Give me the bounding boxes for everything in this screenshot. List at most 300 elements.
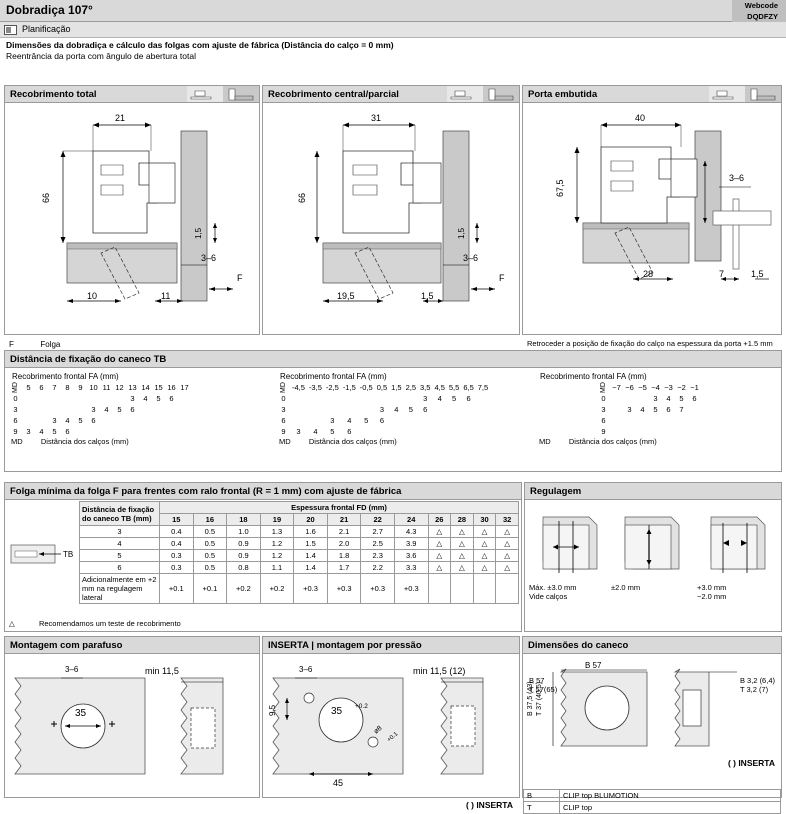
cell: +0.3 — [294, 574, 328, 604]
cell — [476, 415, 490, 426]
cell — [324, 404, 341, 415]
cell: 2.7 — [361, 526, 395, 538]
tb-table-1 — [9, 371, 261, 446]
cell — [447, 415, 461, 426]
cell: 5 — [117, 405, 122, 414]
cell — [375, 393, 389, 404]
cell: +0.2 — [260, 574, 294, 604]
planning-icon — [4, 25, 17, 35]
tb-table-2 — [277, 371, 527, 446]
cell: 3 — [91, 405, 96, 414]
planning-line1: Dimensões da dobradiça e cálculo das folgas com ajuste de fábrica (Distância do calço = 0 mm) — [6, 40, 394, 50]
cell — [178, 404, 191, 415]
cup-t-right: T 3,2 (7) — [739, 685, 769, 694]
cell: 2.2 — [361, 562, 395, 574]
cell: 6 — [379, 416, 384, 425]
cell: 0.3 — [160, 562, 194, 574]
cell: 4 — [437, 394, 442, 403]
cell: △ — [473, 562, 496, 574]
cell — [418, 426, 432, 437]
cell: 4.3 — [394, 526, 428, 538]
cell — [461, 415, 475, 426]
cell — [649, 415, 662, 426]
cell: △ — [451, 538, 474, 550]
cell: 4 — [65, 416, 70, 425]
panel-half-overlay-drawing — [263, 103, 519, 351]
cup-t-top: T 57(65) — [529, 685, 558, 694]
webcode — [745, 0, 778, 22]
panel-regulagem — [524, 482, 782, 632]
col-head: 6 — [39, 383, 44, 392]
cell: 3 — [653, 394, 658, 403]
cell: +0.3 — [327, 574, 361, 604]
svg-text:28: 28 — [643, 269, 654, 279]
regulagem-caption-2a: ±2.0 mm — [611, 583, 641, 592]
panel-full-overlay-title: Recobrimento total — [10, 89, 97, 100]
col-head: 0,5 — [376, 383, 388, 392]
cell: 5 — [653, 405, 658, 414]
cell: 1.5 — [294, 538, 328, 550]
table-row — [80, 550, 519, 562]
cell — [476, 426, 490, 437]
svg-text:min 11,5 (12): min 11,5 (12) — [413, 666, 466, 676]
col-head: −3 — [664, 383, 673, 392]
table-row — [524, 790, 781, 802]
cell — [432, 426, 446, 437]
panel-half-overlay-header — [263, 86, 519, 103]
cell — [447, 426, 461, 437]
cell — [636, 426, 649, 437]
cell — [476, 404, 490, 415]
panel-cup-dimensions-header — [523, 637, 781, 654]
cell — [688, 404, 701, 415]
thickness-head: 26 — [428, 514, 451, 526]
planning-line2: Reentrância da porta com ângulo de abertura total — [6, 51, 196, 61]
cell: 2.3 — [361, 550, 395, 562]
cell — [165, 415, 178, 426]
cell: +0.3 — [394, 574, 428, 604]
cell — [610, 393, 623, 404]
row-head: 0 — [13, 394, 18, 403]
svg-text:3–6: 3–6 — [729, 173, 745, 183]
svg-text:9,5: 9,5 — [268, 704, 277, 716]
regulagem-item-3 — [697, 503, 781, 601]
md-label: MD — [12, 382, 19, 393]
legend-key: T — [524, 802, 560, 814]
row-head: 0 — [281, 394, 286, 403]
row-head: 0 — [601, 394, 606, 403]
tb-table-1-footer-text: Distância dos calços (mm) — [40, 437, 129, 446]
col-head: 13 — [128, 383, 137, 392]
cell: 1.2 — [260, 538, 294, 550]
cell — [152, 426, 165, 437]
cell — [473, 574, 496, 604]
cell — [649, 426, 662, 437]
cell — [61, 393, 74, 404]
table-row — [277, 426, 490, 437]
cell: 6 — [466, 394, 471, 403]
table-row — [9, 404, 191, 415]
thickness-head: 22 — [361, 514, 395, 526]
page-header — [0, 0, 786, 22]
cell — [139, 426, 152, 437]
cell: △ — [496, 538, 519, 550]
table-row — [277, 415, 490, 426]
svg-text:10: 10 — [87, 291, 98, 301]
thickness-head: 20 — [294, 514, 328, 526]
cell: 3 — [330, 416, 335, 425]
cup-b-left: B 37,5 (43) — [527, 681, 534, 716]
panel-full-overlay — [4, 85, 260, 349]
cell: 0.5 — [193, 526, 227, 538]
cell: 5 — [156, 394, 161, 403]
folga-footnote-symbol: △ — [9, 619, 15, 628]
row-head: 3 — [601, 405, 606, 414]
cell: 4 — [666, 394, 671, 403]
row-head: 9 — [601, 427, 606, 436]
tb-table-3-grid — [597, 382, 701, 437]
planning-label: Planificação — [22, 24, 71, 34]
cell — [35, 393, 48, 404]
cup-b-top: B 57 — [529, 676, 545, 685]
svg-text:21: 21 — [115, 113, 126, 123]
cell — [461, 404, 475, 415]
cell — [389, 393, 403, 404]
cell — [636, 415, 649, 426]
cell — [610, 426, 623, 437]
cell — [178, 415, 191, 426]
folga-table — [79, 501, 519, 604]
svg-text:3–6: 3–6 — [65, 665, 79, 674]
cell — [623, 426, 636, 437]
cell — [74, 426, 87, 437]
cell — [341, 393, 358, 404]
svg-text:TB: TB — [63, 550, 74, 559]
col-head: -3,5 — [308, 383, 322, 392]
cell: 2.5 — [361, 538, 395, 550]
col-head: 8 — [65, 383, 70, 392]
cell: 3.3 — [394, 562, 428, 574]
cell — [165, 404, 178, 415]
cell — [389, 415, 403, 426]
cell: 4 — [640, 405, 645, 414]
cell: 4 — [39, 427, 44, 436]
table-row — [277, 393, 490, 404]
cell — [152, 404, 165, 415]
table-row — [80, 526, 519, 538]
panel-mount-screw-header — [5, 637, 259, 654]
legend-text: CLIP top — [560, 802, 781, 814]
cell: △ — [428, 538, 451, 550]
additional-label: Adicionalmente em +2 mm na regulagem lateral — [80, 574, 160, 604]
cell: 0.9 — [227, 538, 261, 550]
cell: 6 — [666, 405, 671, 414]
table-row — [9, 426, 191, 437]
svg-text:66: 66 — [297, 192, 307, 203]
cell: 2.0 — [327, 538, 361, 550]
thickness-head: 18 — [227, 514, 261, 526]
table-row — [9, 393, 191, 404]
cell — [35, 415, 48, 426]
tb-table-1-grid — [9, 382, 191, 437]
row-head: 9 — [281, 427, 286, 436]
cell: 0.5 — [193, 550, 227, 562]
cell — [662, 415, 675, 426]
panel-folga-header — [5, 483, 521, 500]
table-row — [80, 538, 519, 550]
cell: 6 — [692, 394, 697, 403]
cell — [290, 415, 307, 426]
cell: 3 — [130, 394, 135, 403]
svg-text:35: 35 — [75, 708, 87, 719]
cell: 1.8 — [327, 550, 361, 562]
table-row — [277, 382, 490, 393]
cell: 2.1 — [327, 526, 361, 538]
col-head: 7,5 — [477, 383, 489, 392]
planning-description — [0, 38, 786, 62]
cell — [662, 426, 675, 437]
panel-tb-distance-header — [5, 351, 781, 368]
cell: +0.1 — [193, 574, 227, 604]
cell — [451, 574, 474, 604]
cell: △ — [428, 526, 451, 538]
tb-table-3-footer-text: Distância dos calços (mm) — [568, 437, 657, 446]
cell: △ — [428, 562, 451, 574]
thickness-head: 30 — [473, 514, 496, 526]
col-head: 15 — [154, 383, 163, 392]
folga-tb-sketch — [7, 535, 77, 575]
cell: △ — [496, 550, 519, 562]
col-head: 17 — [180, 383, 189, 392]
cell: 3 — [296, 427, 301, 436]
col-head: -2,5 — [325, 383, 339, 392]
col-head: 5 — [26, 383, 31, 392]
thickness-head: 32 — [496, 514, 519, 526]
inserta-brand: ( ) INSERTA — [465, 800, 513, 810]
panel-inset — [522, 85, 782, 348]
cell: △ — [473, 550, 496, 562]
col-head: −4 — [651, 383, 660, 392]
svg-text:F: F — [237, 273, 243, 283]
cell — [113, 393, 126, 404]
cell — [675, 415, 688, 426]
row-head: 6 — [13, 416, 18, 425]
cell — [22, 404, 35, 415]
cell: 6 — [130, 405, 135, 414]
tb-table-2-footer-md: MD — [279, 437, 291, 446]
folga-col-head-right: Espessura frontal FD (mm) — [160, 502, 519, 514]
cell — [358, 393, 375, 404]
cell — [636, 393, 649, 404]
panel-regulagem-title: Regulagem — [530, 486, 582, 497]
panel-mount-inserta-title: INSERTA | montagem por pressão — [268, 640, 422, 651]
table-row — [277, 404, 490, 415]
svg-text:B 57: B 57 — [585, 661, 602, 670]
svg-text:F: F — [499, 273, 505, 283]
panel-cup-dimensions — [522, 636, 782, 812]
cell: 1.7 — [327, 562, 361, 574]
cell: +0.2 — [227, 574, 261, 604]
legend-folga-text: Folga — [40, 340, 61, 349]
cell — [675, 426, 688, 437]
svg-text:31: 31 — [371, 113, 382, 123]
col-head: 1,5 — [391, 383, 402, 392]
cell: 6 — [347, 427, 352, 436]
md-label: MD — [280, 382, 287, 393]
cell: 5 — [52, 427, 57, 436]
cell — [87, 426, 100, 437]
regulagem-item-2 — [611, 503, 697, 601]
tb-table-1-footer-md: MD — [11, 437, 23, 446]
cell — [404, 393, 418, 404]
cell: △ — [496, 562, 519, 574]
col-head: 14 — [141, 383, 150, 392]
table-row — [9, 382, 191, 393]
col-head: 4,5 — [434, 383, 445, 392]
svg-text:7: 7 — [719, 269, 725, 279]
panel-inset-header — [523, 86, 781, 103]
cell — [35, 404, 48, 415]
webcode-value: DQDFZY — [747, 12, 778, 21]
cell — [22, 393, 35, 404]
cell — [358, 404, 375, 415]
panel-mount-screw-drawing — [5, 654, 259, 814]
cell: 6 — [91, 416, 96, 425]
cell: 0.3 — [160, 550, 194, 562]
thickness-head: 19 — [260, 514, 294, 526]
row-head: 3 — [281, 405, 286, 414]
col-head: 7 — [52, 383, 57, 392]
cell: 4 — [143, 394, 148, 403]
svg-text:35: 35 — [331, 706, 343, 717]
cell: 3.9 — [394, 538, 428, 550]
cell — [610, 404, 623, 415]
cell: 6 — [65, 427, 70, 436]
folga-footnote-text: Recomendamos um teste de recobrimento — [38, 619, 181, 628]
tb-table-2-footer-text: Distância dos calços (mm) — [308, 437, 397, 446]
cell — [100, 393, 113, 404]
thickness-head: 24 — [394, 514, 428, 526]
panel-full-overlay-drawing — [5, 103, 259, 351]
col-head: 10 — [89, 383, 98, 392]
cell — [113, 426, 126, 437]
folga-footnote — [9, 619, 181, 628]
cell: 7 — [679, 405, 684, 414]
tb-table-3-caption: Recobrimento frontal FA (mm) — [540, 372, 647, 381]
cell: 4 — [104, 405, 109, 414]
col-head: -4,5 — [292, 383, 305, 392]
table-row — [80, 562, 519, 574]
tb-table-1-caption: Recobrimento frontal FA (mm) — [12, 372, 119, 381]
panel-mount-inserta-header — [263, 637, 519, 654]
svg-text:3–6: 3–6 — [463, 253, 479, 263]
cell — [610, 415, 623, 426]
table-row — [524, 802, 781, 814]
col-head: −7 — [612, 383, 621, 392]
cell: 5 — [330, 427, 335, 436]
tb-table-3-footer-md: MD — [539, 437, 551, 446]
cup-b-right: B 3,2 (6,4) — [739, 676, 775, 685]
cell — [48, 404, 61, 415]
cell — [428, 574, 451, 604]
tb-table-2-caption: Recobrimento frontal FA (mm) — [280, 372, 387, 381]
tb-table-3 — [537, 371, 781, 446]
cell: 4 — [394, 405, 399, 414]
table-row — [597, 382, 701, 393]
planning-bar — [0, 22, 786, 38]
cell — [307, 415, 324, 426]
cell: △ — [451, 562, 474, 574]
cell — [432, 404, 446, 415]
cell: 1.6 — [294, 526, 328, 538]
tb-value: 6 — [80, 562, 160, 574]
cell: △ — [451, 550, 474, 562]
cell: 3 — [423, 394, 428, 403]
cell — [447, 404, 461, 415]
cup-t-left: T 37 (40,5) — [536, 681, 543, 716]
cell — [48, 393, 61, 404]
panel-full-overlay-thumb — [187, 86, 259, 102]
panel-regulagem-header — [525, 483, 781, 500]
cell: △ — [473, 538, 496, 550]
cell: 1.0 — [227, 526, 261, 538]
cell — [152, 415, 165, 426]
panel-folga-title: Folga mínima da folga F para frentes com ralo frontal (R = 1 mm) com ajuste de fábrica — [10, 486, 402, 497]
row-head: 6 — [601, 416, 606, 425]
col-head: 3,5 — [420, 383, 431, 392]
cell — [358, 426, 375, 437]
col-head: 12 — [115, 383, 124, 392]
svg-text:+0.2: +0.2 — [355, 703, 368, 710]
cell — [389, 426, 403, 437]
panel-half-overlay-thumb — [447, 86, 519, 102]
col-head: -0,5 — [359, 383, 373, 392]
table-row — [80, 574, 519, 604]
table-row — [597, 393, 701, 404]
row-head: 3 — [13, 405, 18, 414]
cell — [165, 426, 178, 437]
panel-full-overlay-header — [5, 86, 259, 103]
panel-inset-drawing — [523, 103, 781, 351]
cell — [178, 393, 191, 404]
cell — [623, 393, 636, 404]
cell: △ — [473, 526, 496, 538]
tb-value: 5 — [80, 550, 160, 562]
table-row — [9, 415, 191, 426]
cell — [74, 393, 87, 404]
col-head: 6,5 — [463, 383, 474, 392]
legend-folga — [9, 340, 60, 349]
svg-text:40: 40 — [635, 113, 646, 123]
svg-text:3–6: 3–6 — [201, 253, 217, 263]
col-head: -1,5 — [342, 383, 356, 392]
panel-cup-dimensions-drawing — [523, 654, 781, 814]
svg-text:67,5: 67,5 — [555, 179, 565, 197]
cell: 5 — [364, 416, 369, 425]
table-row — [597, 415, 701, 426]
cell — [87, 393, 100, 404]
cell: 3.6 — [394, 550, 428, 562]
cell: 6 — [169, 394, 174, 403]
panel-cup-dimensions-title: Dimensões do caneco — [528, 640, 629, 651]
svg-text:ø8: ø8 — [372, 724, 384, 736]
cell — [307, 393, 324, 404]
page-title: Dobradiça 107° — [6, 3, 93, 17]
table-row — [597, 426, 701, 437]
md-label: MD — [600, 382, 607, 393]
col-head: 16 — [167, 383, 176, 392]
cell — [61, 404, 74, 415]
